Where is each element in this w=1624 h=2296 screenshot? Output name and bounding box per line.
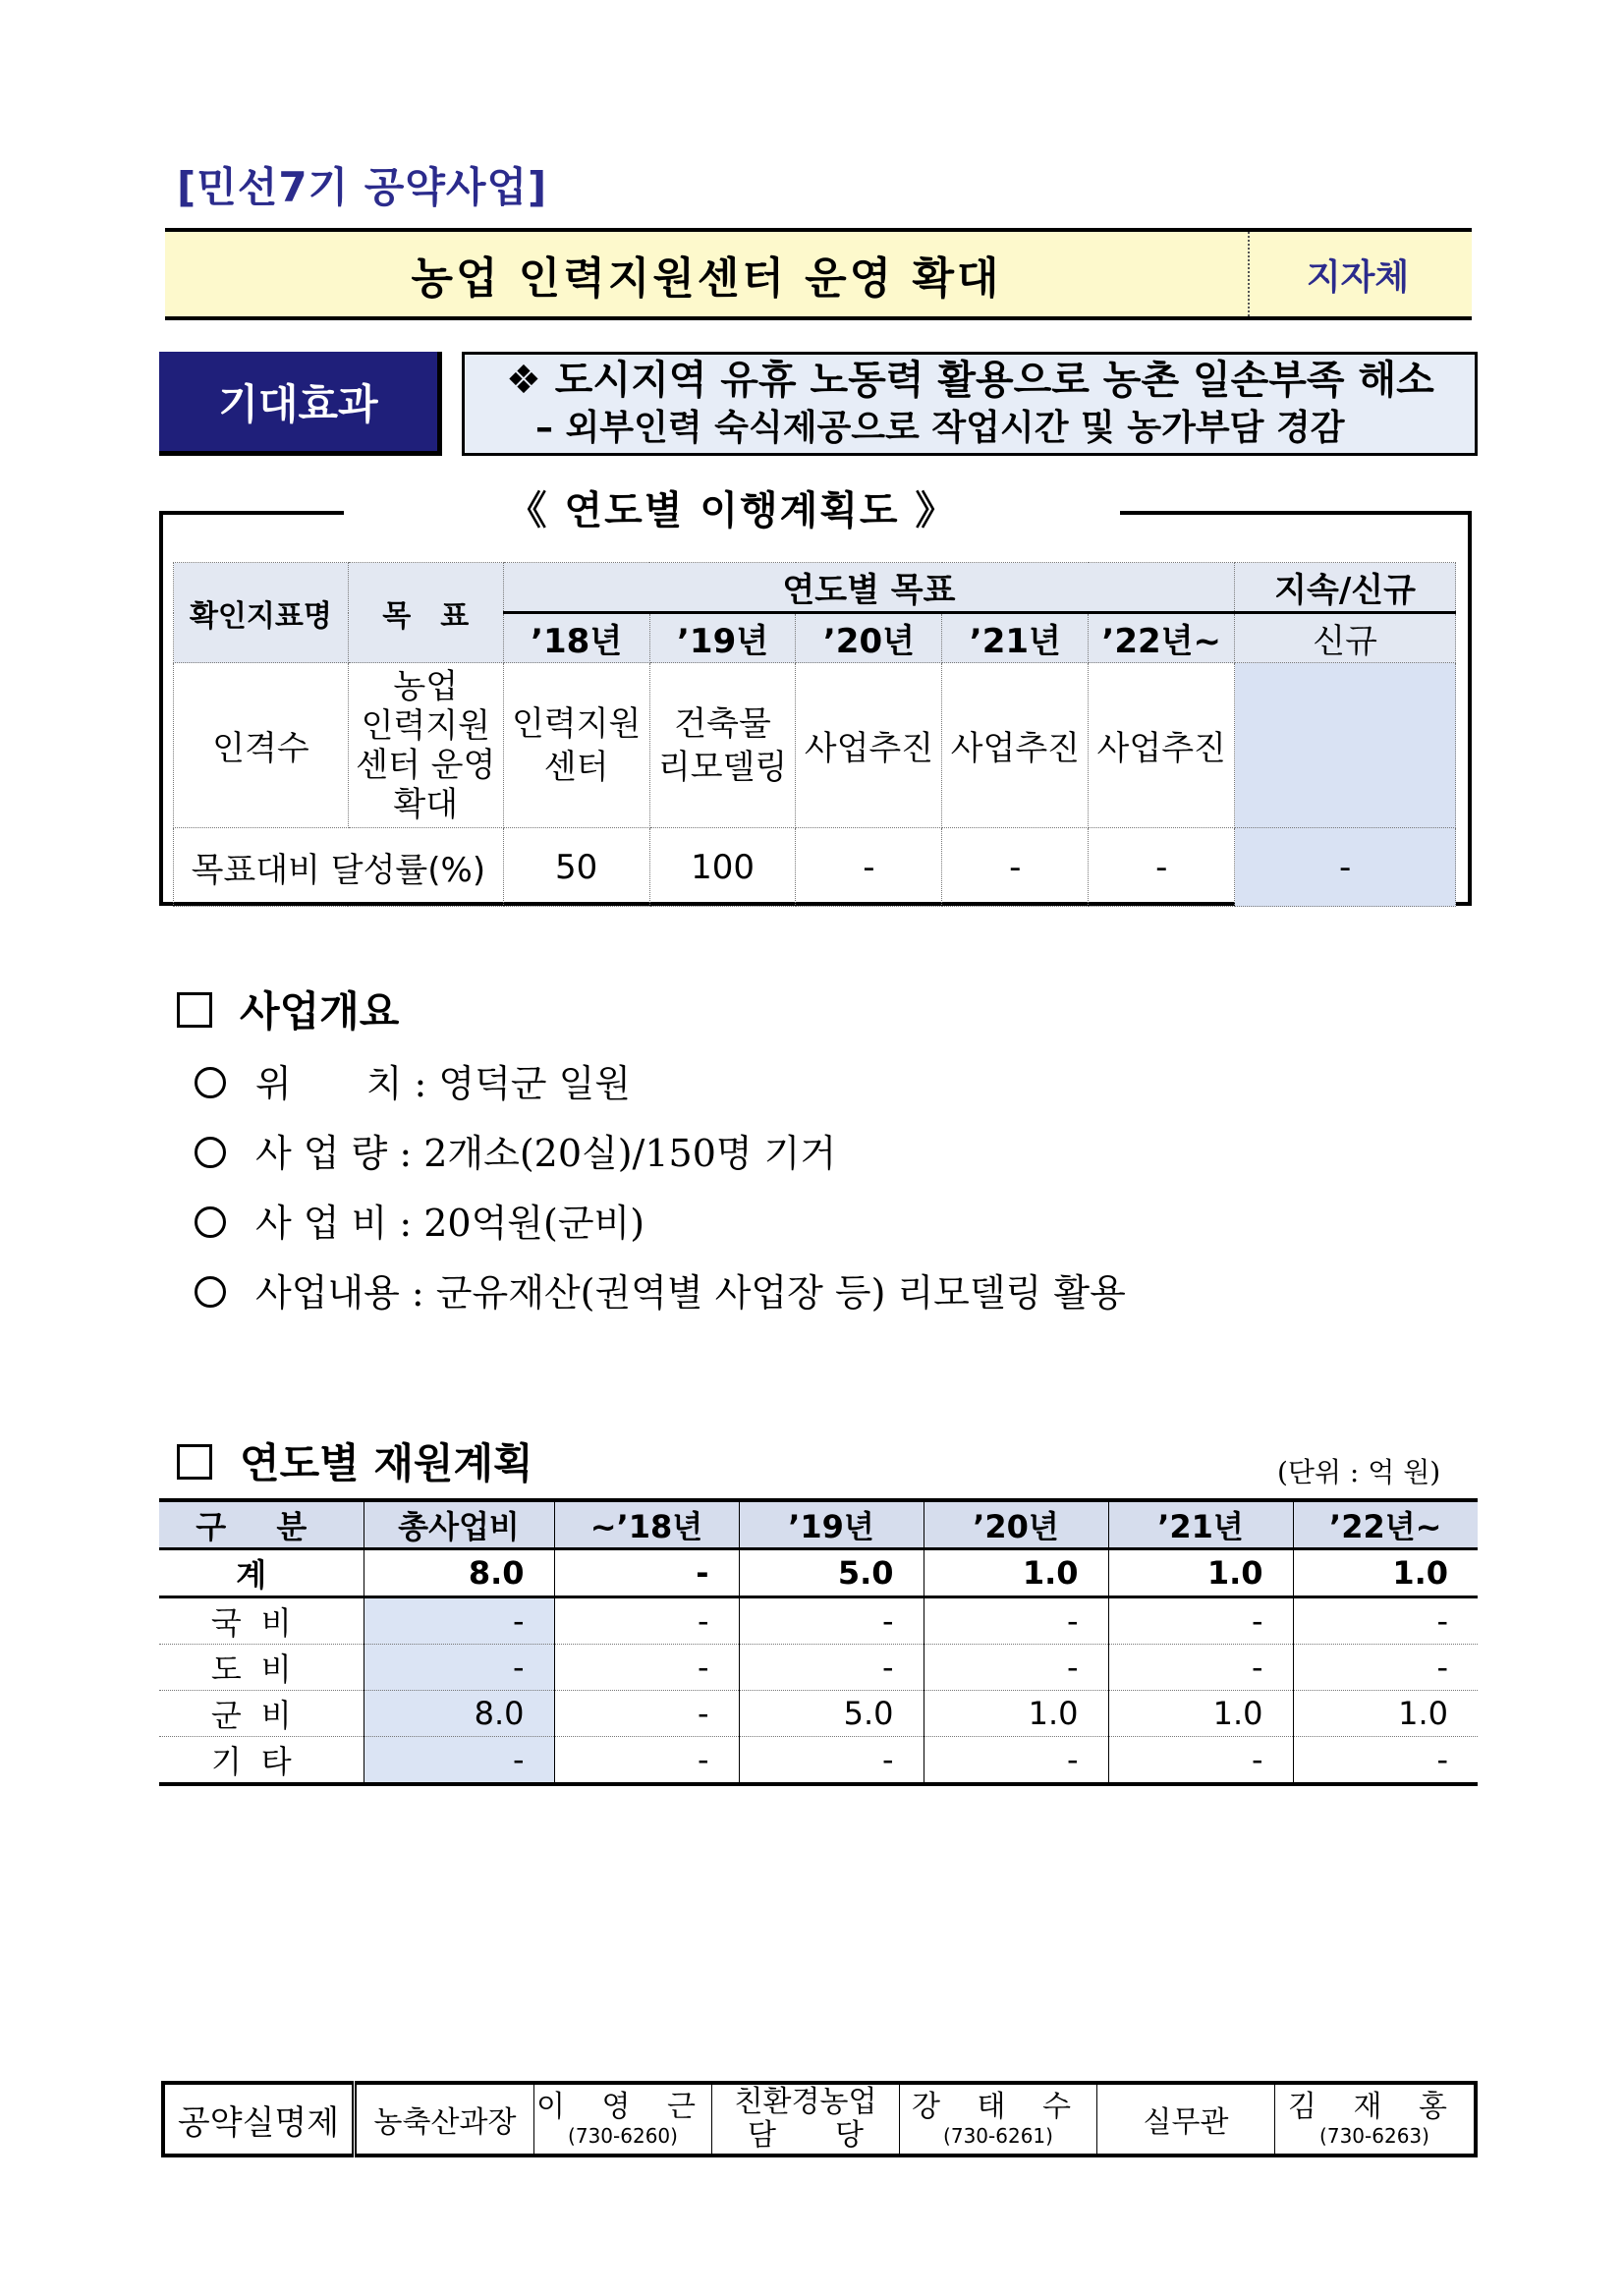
effect-label: 기대효과 (159, 352, 442, 456)
funding-cell: 군비 (159, 1691, 364, 1737)
funding-cell: - (739, 1645, 924, 1691)
plan-h-indicator: 확인지표명 (174, 563, 349, 663)
plan-row-goal: 농업 인력지원 센터 운영 확대 (348, 663, 503, 828)
funding-cell: 도비 (159, 1645, 364, 1691)
plan-row-indicator: 인격수 (174, 663, 349, 828)
footer-person-1: 이 영 근 (730-6260) (534, 2083, 712, 2156)
overview-title: 사업개요 (177, 980, 399, 1038)
plan-h-yearly: 연도별 목표 (503, 563, 1234, 613)
funding-cell: 1.0 (1293, 1691, 1478, 1737)
funding-cell: 1.0 (924, 1549, 1108, 1597)
plan-target-1: 인력지원 센터 (503, 663, 649, 828)
footer-person-3: 김 재 홍 (730-6263) (1275, 2083, 1477, 2156)
funding-cell: - (739, 1597, 924, 1645)
funding-cell: - (364, 1645, 554, 1691)
funding-cell: - (1293, 1645, 1478, 1691)
footer-table (161, 2081, 1478, 2157)
table-row (159, 1645, 1478, 1691)
plan-h-goal: 목 표 (348, 563, 503, 663)
circle-bullet-icon (195, 1276, 226, 1308)
plan-target-5: 사업추진 (1089, 663, 1235, 828)
funding-cell: 5.0 (739, 1549, 924, 1597)
plan-target-status (1235, 663, 1456, 828)
funding-cell: - (554, 1645, 739, 1691)
overview-item: 위 치 : 영덕군 일원 (195, 1053, 631, 1107)
funding-cell: - (924, 1597, 1108, 1645)
effect-line1: ❖ 도시지역 유휴 노동력 활용으로 농촌 일손부족 해소 (506, 358, 1434, 403)
funding-h-2: ~’18년 (554, 1500, 739, 1549)
funding-unit: (단위 : 억 원) (1277, 1456, 1441, 1488)
footer-person-2: 강 태 수 (730-6261) (900, 2083, 1097, 2156)
overview-item: 사업내용 : 군유재산(권역별 사업장 등) 리모델링 활용 (195, 1262, 1126, 1316)
circle-bullet-icon (195, 1137, 226, 1168)
funding-cell: 계 (159, 1549, 364, 1597)
plan-rate-4: - (942, 828, 1089, 907)
plan-rate-5: - (1089, 828, 1235, 907)
plan-target-4: 사업추진 (942, 663, 1089, 828)
funding-cell: - (1293, 1597, 1478, 1645)
funding-cell: - (1108, 1597, 1293, 1645)
plan-year-4: ’21년 (942, 613, 1089, 663)
funding-cell: - (364, 1597, 554, 1645)
funding-title: 연도별 재원계획 (177, 1431, 533, 1490)
funding-cell: 기타 (159, 1737, 364, 1785)
plan-rate-label: 목표대비 달성률(%) (174, 828, 504, 907)
table-row (159, 1549, 1478, 1597)
funding-cell: - (1293, 1737, 1478, 1785)
checkbox-square-icon (177, 1444, 212, 1480)
funding-cell: 5.0 (739, 1691, 924, 1737)
title-tag: 지자체 (1306, 256, 1410, 298)
overview-item: 사 업 비 : 20억원(군비) (195, 1193, 644, 1247)
overview-item: 사 업 량 : 2개소(20실)/150명 기거 (195, 1123, 836, 1177)
funding-h-6: ’22년~ (1293, 1500, 1478, 1549)
title-box (165, 228, 1472, 320)
funding-h-1: 총사업비 (364, 1500, 554, 1549)
funding-cell: 1.0 (1293, 1549, 1478, 1597)
footer-role-1: 친환경농업 담 당 (712, 2083, 900, 2156)
funding-h-4: ’20년 (924, 1500, 1108, 1549)
funding-cell: 1.0 (1108, 1691, 1293, 1737)
funding-h-0: 구 분 (159, 1500, 364, 1549)
funding-cell: - (1108, 1737, 1293, 1785)
footer-dept: 농축산과장 (355, 2083, 534, 2156)
funding-cell: - (364, 1737, 554, 1785)
funding-cell: 8.0 (364, 1691, 554, 1737)
plan-year-2: ’19년 (649, 613, 796, 663)
plan-target-2: 건축물 리모델링 (649, 663, 796, 828)
funding-cell: - (924, 1645, 1108, 1691)
plan-target-3: 사업추진 (796, 663, 942, 828)
table-row (159, 1691, 1478, 1737)
funding-cell: 국비 (159, 1597, 364, 1645)
funding-cell: - (739, 1737, 924, 1785)
circle-bullet-icon (195, 1206, 226, 1238)
funding-cell: - (1108, 1645, 1293, 1691)
circle-bullet-icon (195, 1067, 226, 1098)
plan-rate-1: 50 (503, 828, 649, 907)
checkbox-square-icon (177, 992, 212, 1028)
funding-cell: - (554, 1549, 739, 1597)
funding-cell: 1.0 (1108, 1549, 1293, 1597)
plan-status: 신규 (1235, 613, 1456, 663)
plan-year-5: ’22년~ (1089, 613, 1235, 663)
funding-cell: 8.0 (364, 1549, 554, 1597)
funding-h-3: ’19년 (739, 1500, 924, 1549)
funding-cell: 1.0 (924, 1691, 1108, 1737)
funding-cell: - (554, 1597, 739, 1645)
funding-cell: - (554, 1691, 739, 1737)
table-row (159, 1597, 1478, 1645)
plan-year-1: ’18년 (503, 613, 649, 663)
plan-table (173, 562, 1456, 907)
plan-title: 《 연도별 이행계획도 》 (344, 483, 1120, 538)
table-row (159, 1737, 1478, 1785)
footer-label: 공약실명제 (163, 2083, 355, 2156)
page-title: 농업 인력지원센터 운영 확대 (411, 253, 1002, 304)
plan-h-status: 지속/신규 (1235, 563, 1456, 613)
effect-line2: – 외부인력 숙식제공으로 작업시간 및 농가부담 경감 (535, 408, 1345, 448)
funding-cell: - (924, 1737, 1108, 1785)
footer-role-2: 실무관 (1097, 2083, 1275, 2156)
plan-rate-status: - (1235, 828, 1456, 907)
effect-box (462, 352, 1478, 456)
plan-year-3: ’20년 (796, 613, 942, 663)
funding-h-5: ’21년 (1108, 1500, 1293, 1549)
header-tag: [민선7기 공약사업] (177, 163, 548, 211)
plan-rate-3: - (796, 828, 942, 907)
funding-table (159, 1498, 1478, 1786)
plan-rate-2: 100 (649, 828, 796, 907)
funding-cell: - (554, 1737, 739, 1785)
